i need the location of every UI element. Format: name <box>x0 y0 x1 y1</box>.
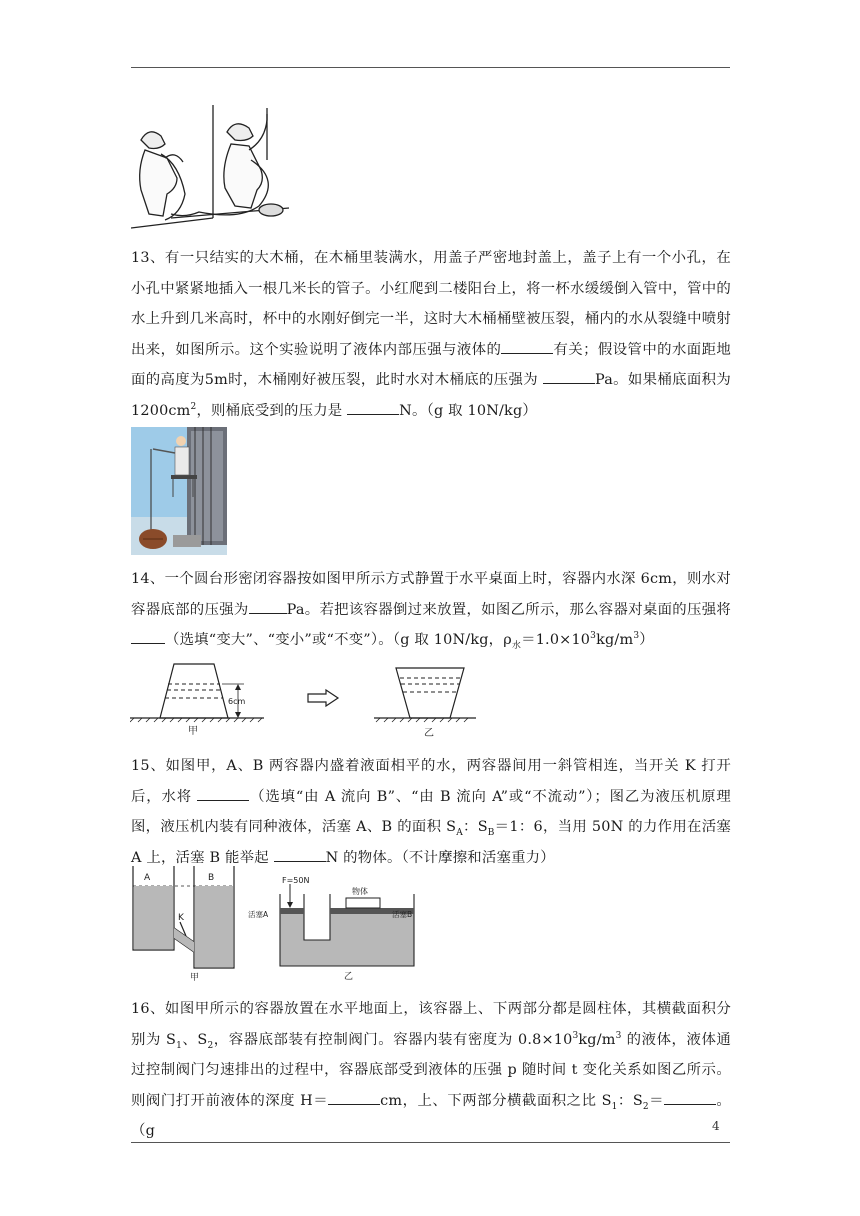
hydraulic-press-figure <box>248 874 420 982</box>
answer-blank[interactable] <box>249 597 287 614</box>
piston-b-label: 活塞B <box>392 910 413 919</box>
question-14: 14、一个圆台形密闭容器按如图甲所示方式静置于水平桌面上时，容器内水深 6cm，则水对容器底部的压强为 Pa。若把该容器倒过来放置，如图乙所示，那么容器对桌面的压强将（选填“变大”、“变小”或“不变”）。（g 取 10N/kg，$\rho_水=1.0\times 10^3kg/m^3$） <box>131 571 731 652</box>
answer-blank[interactable] <box>543 367 595 384</box>
depth-label: 6cm <box>228 697 246 706</box>
container-a-label: A <box>144 873 151 883</box>
object-label: 物体 <box>352 887 368 896</box>
answer-blank[interactable] <box>274 845 326 862</box>
header-rule <box>131 67 730 68</box>
figure-label-jia: 甲 <box>188 726 198 737</box>
answer-blank[interactable] <box>664 1088 716 1105</box>
answer-blank[interactable] <box>328 1088 380 1105</box>
question-13: 13、有一只结实的大木桶，在木桶里装满水，用盖子严密地封盖上，盖子上有一个小孔，在小孔中紧紧地插入一根几米长的管子。小红爬到二楼阳台上，将一杯水缓缓倒入管中，管中的水上升到几米高时，杯中的水刚好倒完一半，这时大木桶桶壁被压裂，桶内的水从裂缝中喷射出来，如图所示。这个实验说明了液体内部压强与液体的 有关；假设管中的水面距地面的高度为5m时，木桶刚好被压裂，此时水对木桶底的压强为 Pa。如果桶底面积为$1200cm^2$，则桶底受到的压力是 N。（g 取 10N/kg） <box>131 250 732 419</box>
piston-a-label: 活塞A <box>248 910 269 919</box>
force-label: F=50N <box>282 876 310 885</box>
answer-blank[interactable] <box>131 627 165 644</box>
frustum-container-figure <box>130 656 480 740</box>
connected-containers-figure <box>130 864 242 982</box>
workers-figure <box>131 100 291 230</box>
barrel-experiment-figure <box>131 427 227 555</box>
page-number: 4 <box>712 1119 720 1133</box>
container-b-label: B <box>208 873 215 883</box>
question-16: 16、如图甲所示的容器放置在水平地面上，该容器上、下两部分都是圆柱体，其横截面积分别为 $S_1$、$S_2$，容器底部装有控制阀门。容器内装有密度为 $0.8\times 10^3kg/m^3$ 的液体，液体通过控制阀门匀速排出的过程中，容器底部受到液体的压强 p 随时间 t 变化关系如图乙所示。则阀门打开前液体的深度 H＝ cm，上、下两部分横截面积之比 $S_1$：$S_2=$ 。（g <box>131 1001 732 1140</box>
figure-label-yi: 乙 <box>344 972 354 982</box>
answer-blank[interactable] <box>197 784 249 801</box>
answer-blank[interactable] <box>347 398 399 415</box>
answer-blank[interactable] <box>501 337 553 354</box>
footer-rule <box>131 1142 730 1143</box>
figure-label-yi: 乙 <box>424 728 434 739</box>
question-15: 15、如图甲，A、B 两容器内盛着液面相平的水，两容器间用一斜管相连，当开关 K 打开后，水将 （选填“由 A 流向 B”、“由 B 流向 A”或“不流动”）；图乙为液压机原理图，液压机内装有同种液体，活塞 A、B 的面积 $S_A$：$S_B=1$：6，当用 50N 的力作用在活塞 A 上，活塞 B 能举起 N 的物体。（不计摩擦和活塞重力） <box>131 758 731 866</box>
figure-label-jia: 甲 <box>190 973 200 982</box>
valve-k-label: K <box>178 913 184 923</box>
